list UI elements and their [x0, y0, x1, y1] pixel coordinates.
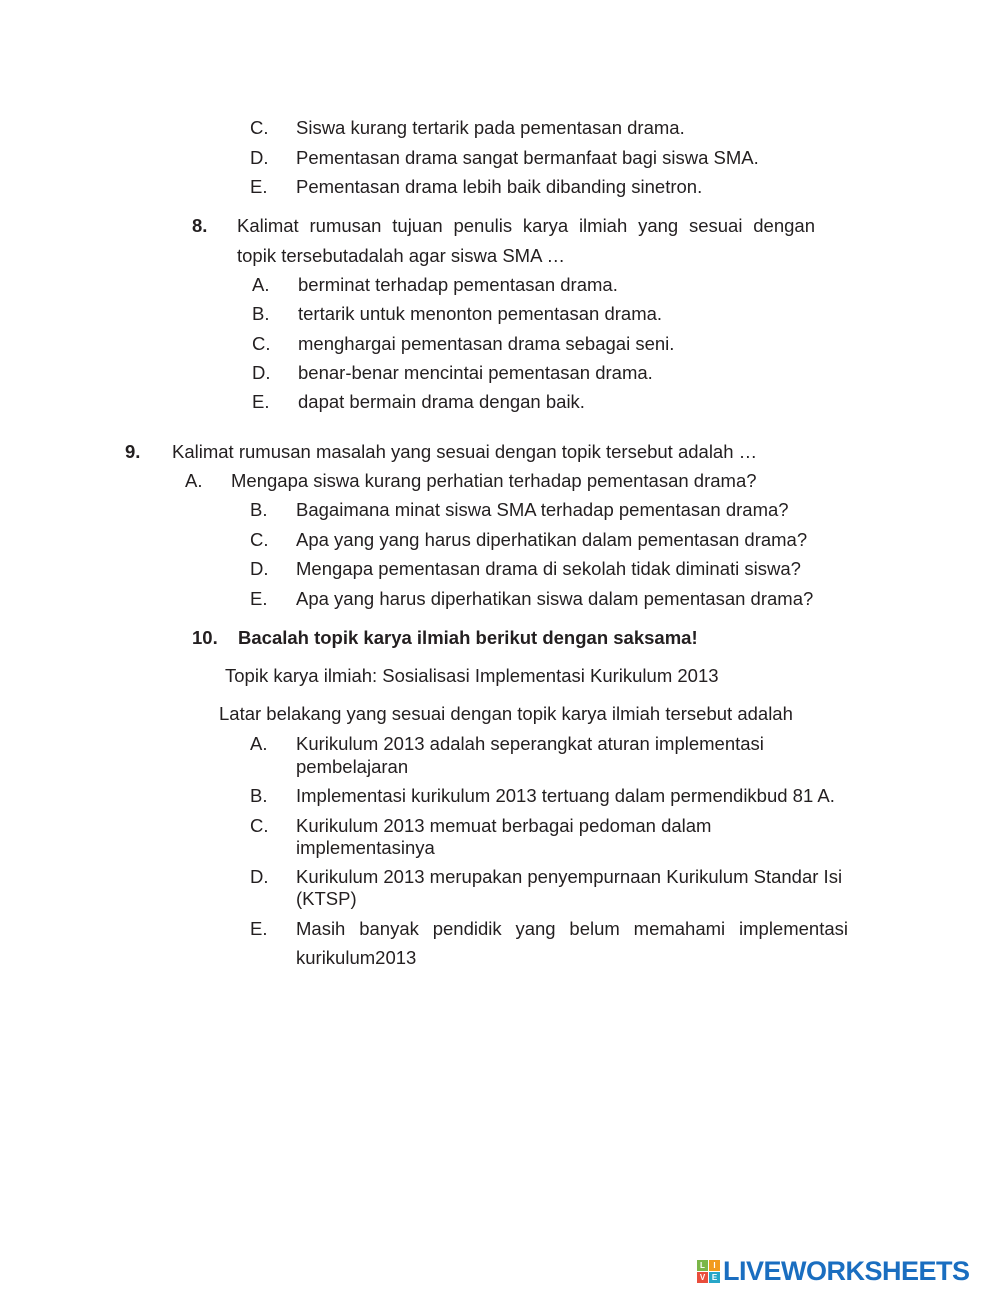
q9-option-b-text[interactable]: Bagaimana minat siswa SMA terhadap pementasan drama?: [296, 499, 789, 520]
q10-option-c-line2[interactable]: implementasinya: [296, 837, 435, 858]
logo-block-e: E: [709, 1272, 720, 1283]
q8-option-b-text[interactable]: tertarik untuk menonton pementasan drama.: [298, 303, 663, 324]
q8-option-e-text[interactable]: dapat bermain drama dengan baik.: [298, 391, 585, 412]
q10-topic: Topik karya ilmiah: Sosialisasi Implementasi Kurikulum 2013: [225, 665, 719, 686]
liveworksheets-logo: [697, 1256, 993, 1286]
q10-option-a-line1[interactable]: Kurikulum 2013 adalah seperangkat aturan implementasi: [296, 733, 764, 754]
q7-option-d-label: D.: [250, 147, 269, 168]
q10-question: Latar belakang yang sesuai dengan topik karya ilmiah tersebut adalah: [219, 703, 793, 724]
q9-option-a-text[interactable]: Mengapa siswa kurang perhatian terhadap pementasan drama?: [231, 470, 757, 491]
q10-option-a-label: A.: [250, 733, 268, 754]
q7-option-c-text[interactable]: Siswa kurang tertarik pada pementasan drama.: [296, 117, 685, 138]
q7-option-d-text[interactable]: Pementasan drama sangat bermanfaat bagi siswa SMA.: [296, 147, 759, 168]
q10-option-a-line2[interactable]: pembelajaran: [296, 756, 409, 777]
q10-number: 10.: [192, 627, 218, 648]
logo-block-i: I: [709, 1260, 720, 1271]
q7-option-c-label: C.: [250, 117, 269, 138]
q8-question-line1: Kalimat rumusan tujuan penulis karya ilmiah yang sesuai dengan: [237, 215, 815, 236]
q8-option-c-label: C.: [252, 333, 271, 354]
q9-option-c-text[interactable]: Apa yang yang harus diperhatikan dalam pementasan drama?: [296, 529, 808, 550]
logo-block-l: L: [697, 1260, 708, 1271]
q8-option-c-text[interactable]: menghargai pementasan drama sebagai seni.: [298, 333, 675, 354]
q8-option-d-text[interactable]: benar-benar mencintai pementasan drama.: [298, 362, 653, 383]
q9-option-c-label: C.: [250, 529, 269, 550]
q9-option-b-label: B.: [250, 499, 268, 520]
q10-option-e-label: E.: [250, 918, 268, 939]
q10-option-d-line2[interactable]: (KTSP): [296, 888, 357, 909]
logo-text: LIVEWORKSHEETS: [723, 1255, 970, 1286]
q9-option-d-label: D.: [250, 558, 269, 579]
q8-option-e-label: E.: [252, 391, 270, 412]
q9-number: 9.: [125, 441, 141, 462]
logo-block-v: V: [697, 1272, 708, 1283]
q8-option-a-label: A.: [252, 274, 270, 295]
q8-option-a-text[interactable]: berminat terhadap pementasan drama.: [298, 274, 618, 295]
q8-option-b-label: B.: [252, 303, 270, 324]
q9-question: Kalimat rumusan masalah yang sesuai dengan topik tersebut adalah …: [172, 441, 758, 462]
q9-option-d-text[interactable]: Mengapa pementasan drama di sekolah tidak diminati siswa?: [296, 558, 801, 579]
q9-option-e-label: E.: [250, 588, 268, 609]
q10-option-e-line2[interactable]: kurikulum2013: [296, 947, 417, 968]
q10-option-e-line1[interactable]: Masih banyak pendidik yang belum memahami implementasi: [296, 918, 848, 939]
q10-option-c-label: C.: [250, 815, 269, 836]
q10-option-b-line1[interactable]: Implementasi kurikulum 2013 tertuang dalam permendikbud 81 A.: [296, 785, 835, 806]
q8-number: 8.: [192, 215, 208, 236]
logo-blocks-icon: [697, 1260, 720, 1283]
q8-option-d-label: D.: [252, 362, 271, 383]
q7-option-e-label: E.: [250, 176, 268, 197]
q10-option-d-label: D.: [250, 866, 269, 887]
q10-instruction: Bacalah topik karya ilmiah berikut dengan saksama!: [238, 627, 698, 648]
q10-option-c-line1[interactable]: Kurikulum 2013 memuat berbagai pedoman dalam: [296, 815, 712, 836]
q10-option-b-label: B.: [250, 785, 268, 806]
q8-question-line2: topik tersebutadalah agar siswa SMA …: [237, 245, 566, 266]
q7-option-e-text[interactable]: Pementasan drama lebih baik dibanding sinetron.: [296, 176, 703, 197]
q9-option-e-text[interactable]: Apa yang harus diperhatikan siswa dalam pementasan drama?: [296, 588, 814, 609]
q9-option-a-label: A.: [185, 470, 203, 491]
q10-option-d-line1[interactable]: Kurikulum 2013 merupakan penyempurnaan Kurikulum Standar Isi: [296, 866, 843, 887]
